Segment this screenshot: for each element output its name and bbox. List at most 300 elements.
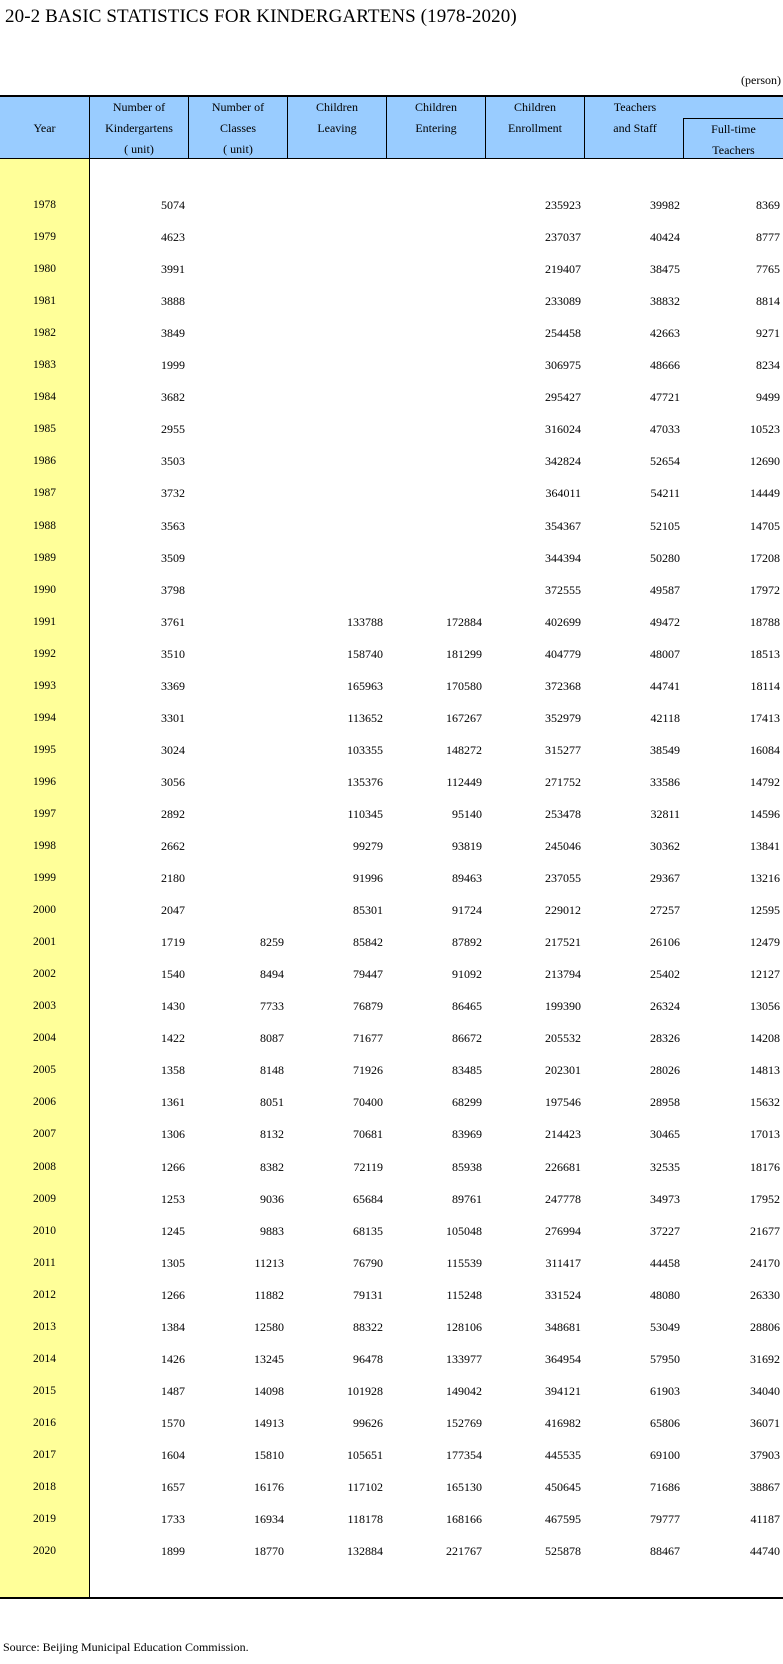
cell-leaving: 76790 bbox=[353, 1255, 383, 1270]
cell-fulltime: 8777 bbox=[756, 230, 780, 245]
header-leaving-line1: Children bbox=[316, 100, 358, 114]
cell-classes bbox=[188, 221, 287, 253]
cell-entering: 91724 bbox=[452, 903, 482, 918]
header-fulltime-line2: Teachers bbox=[712, 143, 755, 157]
header-classes-line1: Number of bbox=[211, 100, 265, 114]
cell-leaving: 79131 bbox=[353, 1287, 383, 1302]
cell-staff: 61903 bbox=[650, 1383, 680, 1398]
cell-year: 1996 bbox=[33, 775, 56, 788]
cell-fulltime: 14596 bbox=[750, 806, 780, 821]
cell-classes: 16176 bbox=[254, 1480, 284, 1494]
cell-fulltime: 9499 bbox=[756, 390, 780, 405]
table-title: 20-2 BASIC STATISTICS FOR KINDERGARTENS (1978-2020) bbox=[5, 6, 517, 27]
cell-entering: 83485 bbox=[452, 1063, 482, 1078]
cell-classes bbox=[188, 510, 287, 542]
header-entering bbox=[386, 97, 485, 159]
cell-classes bbox=[188, 798, 287, 830]
cell-classes bbox=[188, 670, 287, 702]
table-row bbox=[0, 990, 783, 1022]
cell-staff: 40424 bbox=[650, 230, 680, 245]
cell-staff: 53049 bbox=[650, 1319, 680, 1334]
table-row bbox=[0, 1375, 783, 1407]
cell-fulltime: 17013 bbox=[750, 1127, 780, 1142]
cell-enrollment: 205532 bbox=[545, 1031, 581, 1046]
cell-kindergartens: 3888 bbox=[161, 294, 185, 309]
cell-enrollment: 372555 bbox=[545, 582, 581, 597]
cell-fulltime: 7765 bbox=[756, 262, 780, 277]
cell-staff: 32811 bbox=[650, 806, 680, 821]
cell-leaving: 132884 bbox=[347, 1544, 383, 1559]
cell-entering: 148272 bbox=[446, 742, 482, 757]
cell-enrollment: 214423 bbox=[545, 1127, 581, 1142]
cell-kindergartens: 3732 bbox=[161, 486, 185, 501]
cell-enrollment: 364954 bbox=[545, 1351, 581, 1366]
cell-enrollment: 450645 bbox=[545, 1480, 581, 1494]
cell-staff: 26106 bbox=[650, 935, 680, 950]
cell-leaving bbox=[287, 349, 386, 381]
cell-kindergartens: 1422 bbox=[161, 1031, 185, 1046]
cell-kindergartens: 1245 bbox=[161, 1223, 185, 1238]
cell-enrollment: 354367 bbox=[545, 518, 581, 533]
cell-fulltime: 18513 bbox=[750, 646, 780, 661]
cell-leaving: 70400 bbox=[353, 1095, 383, 1110]
cell-year: 2020 bbox=[33, 1545, 56, 1558]
table-row bbox=[0, 413, 783, 445]
cell-entering bbox=[386, 221, 485, 253]
header-leaving-line2: Leaving bbox=[317, 121, 357, 135]
cell-classes bbox=[188, 702, 287, 734]
cell-kindergartens: 2047 bbox=[161, 903, 185, 918]
cell-year: 2014 bbox=[33, 1352, 56, 1365]
cell-fulltime: 15632 bbox=[750, 1095, 780, 1110]
cell-kindergartens: 4623 bbox=[161, 230, 185, 245]
cell-year: 1995 bbox=[33, 743, 56, 756]
cell-leaving: 165963 bbox=[347, 678, 383, 693]
cell-fulltime: 44740 bbox=[750, 1544, 780, 1559]
cell-staff: 71686 bbox=[650, 1480, 680, 1494]
cell-enrollment: 311417 bbox=[545, 1255, 581, 1270]
cell-staff: 29367 bbox=[650, 871, 680, 886]
cell-staff: 57950 bbox=[650, 1351, 680, 1366]
cell-classes bbox=[188, 413, 287, 445]
cell-classes: 9883 bbox=[260, 1223, 284, 1238]
header-entering-line2: Entering bbox=[415, 121, 457, 135]
cell-staff: 28958 bbox=[650, 1095, 680, 1110]
cell-enrollment: 394121 bbox=[545, 1383, 581, 1398]
cell-fulltime: 24170 bbox=[750, 1255, 780, 1270]
cell-enrollment: 217521 bbox=[545, 935, 581, 950]
header-kindergartens-line2: Kindergartens bbox=[105, 121, 173, 135]
cell-enrollment: 237037 bbox=[545, 230, 581, 245]
cell-staff: 30362 bbox=[650, 839, 680, 853]
cell-kindergartens: 3563 bbox=[161, 518, 185, 533]
cell-leaving: 103355 bbox=[347, 742, 383, 757]
cell-kindergartens: 3509 bbox=[161, 550, 185, 565]
table-row bbox=[0, 1471, 783, 1503]
header-enrollment bbox=[485, 97, 584, 159]
cell-staff: 48666 bbox=[650, 358, 680, 373]
cell-year: 1983 bbox=[33, 359, 56, 372]
header-entering-line1: Children bbox=[415, 100, 457, 114]
cell-entering bbox=[386, 477, 485, 509]
cell-staff: 52105 bbox=[650, 518, 680, 533]
cell-fulltime: 17208 bbox=[750, 550, 780, 565]
cell-enrollment: 245046 bbox=[545, 839, 581, 853]
cell-staff: 26324 bbox=[650, 999, 680, 1014]
cell-classes: 15810 bbox=[254, 1447, 284, 1462]
cell-year: 1984 bbox=[33, 391, 56, 404]
cell-entering: 91092 bbox=[452, 967, 482, 982]
cell-classes bbox=[188, 253, 287, 285]
cell-fulltime: 13056 bbox=[750, 999, 780, 1014]
header-staff-line2: and Staff bbox=[613, 121, 657, 135]
cell-entering: 87892 bbox=[452, 935, 482, 950]
cell-leaving: 118178 bbox=[347, 1512, 383, 1527]
cell-classes bbox=[188, 734, 287, 766]
cell-entering: 89463 bbox=[452, 871, 482, 886]
cell-year: 2012 bbox=[33, 1288, 56, 1301]
header-year: Year bbox=[33, 121, 56, 135]
cell-year: 2004 bbox=[33, 1032, 56, 1045]
table-row bbox=[0, 381, 783, 413]
cell-year: 1989 bbox=[33, 551, 56, 564]
cell-fulltime: 31692 bbox=[750, 1351, 780, 1366]
cell-fulltime: 9271 bbox=[756, 326, 780, 341]
table-row bbox=[0, 1151, 783, 1183]
cell-fulltime: 17972 bbox=[750, 582, 780, 597]
cell-staff: 34973 bbox=[650, 1191, 680, 1206]
cell-fulltime: 38867 bbox=[750, 1480, 780, 1494]
cell-enrollment: 402699 bbox=[545, 614, 581, 629]
cell-kindergartens: 3301 bbox=[161, 710, 185, 725]
cell-entering: 115248 bbox=[446, 1287, 482, 1302]
cell-year: 2013 bbox=[33, 1320, 56, 1333]
cell-year: 1998 bbox=[33, 840, 56, 852]
cell-kindergartens: 3849 bbox=[161, 326, 185, 341]
cell-enrollment: 404779 bbox=[545, 646, 581, 661]
cell-kindergartens: 3056 bbox=[161, 774, 185, 789]
cell-leaving bbox=[287, 542, 386, 574]
cell-leaving: 85301 bbox=[353, 903, 383, 918]
cell-leaving bbox=[287, 317, 386, 349]
cell-entering: 152769 bbox=[446, 1415, 482, 1430]
cell-enrollment: 316024 bbox=[545, 422, 581, 437]
table-row bbox=[0, 670, 783, 702]
cell-staff: 48007 bbox=[650, 646, 680, 661]
cell-fulltime: 14208 bbox=[750, 1031, 780, 1046]
cell-year: 2001 bbox=[33, 936, 56, 949]
table-row bbox=[0, 1407, 783, 1439]
table-row bbox=[0, 189, 783, 221]
cell-year: 1999 bbox=[33, 872, 56, 885]
cell-classes bbox=[188, 894, 287, 926]
cell-classes: 8494 bbox=[260, 967, 284, 982]
table-row bbox=[0, 798, 783, 830]
cell-leaving: 99279 bbox=[353, 839, 383, 853]
cell-staff: 38475 bbox=[650, 262, 680, 277]
cell-fulltime: 8369 bbox=[756, 198, 780, 212]
cell-entering: 128106 bbox=[446, 1319, 482, 1334]
table-row bbox=[0, 1247, 783, 1279]
cell-staff: 39982 bbox=[650, 198, 680, 212]
cell-year: 1980 bbox=[33, 263, 56, 276]
cell-staff: 50280 bbox=[650, 550, 680, 565]
cell-fulltime: 13841 bbox=[750, 839, 780, 853]
table-row bbox=[0, 1086, 783, 1118]
cell-classes: 12580 bbox=[254, 1319, 284, 1334]
cell-enrollment: 331524 bbox=[545, 1287, 581, 1302]
cell-staff: 42118 bbox=[650, 710, 680, 725]
cell-kindergartens: 1305 bbox=[161, 1255, 185, 1270]
cell-enrollment: 247778 bbox=[545, 1191, 581, 1206]
cell-staff: 54211 bbox=[650, 486, 680, 501]
header-classes-line2: Classes bbox=[220, 121, 256, 135]
cell-staff: 37227 bbox=[650, 1223, 680, 1238]
cell-staff: 27257 bbox=[650, 903, 680, 918]
cell-kindergartens: 2955 bbox=[161, 422, 185, 437]
header-classes-line3: ( unit) bbox=[223, 142, 253, 156]
cell-classes bbox=[188, 606, 287, 638]
cell-kindergartens: 3798 bbox=[161, 582, 185, 597]
cell-kindergartens: 5074 bbox=[161, 198, 185, 212]
cell-classes bbox=[188, 766, 287, 798]
cell-enrollment: 202301 bbox=[545, 1063, 581, 1078]
cell-kindergartens: 3369 bbox=[161, 678, 185, 693]
cell-year: 1988 bbox=[33, 519, 56, 532]
table-row bbox=[0, 734, 783, 766]
table-row bbox=[0, 574, 783, 606]
cell-kindergartens: 3024 bbox=[161, 742, 185, 757]
table-row bbox=[0, 477, 783, 509]
table-row bbox=[0, 1535, 783, 1567]
cell-fulltime: 17413 bbox=[750, 710, 780, 725]
cell-enrollment: 213794 bbox=[545, 967, 581, 982]
table-row bbox=[0, 542, 783, 574]
cell-entering: 165130 bbox=[446, 1480, 482, 1494]
cell-staff: 38832 bbox=[650, 294, 680, 309]
cell-leaving bbox=[287, 221, 386, 253]
table-row bbox=[0, 702, 783, 734]
cell-classes bbox=[188, 445, 287, 477]
cell-enrollment: 348681 bbox=[545, 1319, 581, 1334]
table-row bbox=[0, 1215, 783, 1247]
cell-kindergartens: 1604 bbox=[161, 1447, 185, 1462]
cell-kindergartens: 3510 bbox=[161, 646, 185, 661]
cell-entering: 167267 bbox=[446, 710, 482, 725]
cell-year: 2003 bbox=[33, 1000, 56, 1013]
cell-staff: 88467 bbox=[650, 1544, 680, 1559]
cell-entering bbox=[386, 574, 485, 606]
cell-enrollment: 445535 bbox=[545, 1447, 581, 1462]
cell-fulltime: 14449 bbox=[750, 486, 780, 501]
header-kindergartens-line3: ( unit) bbox=[124, 142, 154, 156]
table-row bbox=[0, 285, 783, 317]
cell-leaving: 91996 bbox=[353, 871, 383, 886]
cell-entering: 86672 bbox=[452, 1031, 482, 1046]
cell-staff: 49472 bbox=[650, 614, 680, 629]
cell-enrollment: 219407 bbox=[545, 262, 581, 277]
cell-kindergartens: 1266 bbox=[161, 1159, 185, 1174]
cell-staff: 28326 bbox=[650, 1031, 680, 1046]
table-row bbox=[0, 1054, 783, 1086]
cell-year: 2018 bbox=[33, 1481, 56, 1493]
cell-enrollment: 467595 bbox=[545, 1512, 581, 1527]
cell-staff: 52654 bbox=[650, 454, 680, 469]
cell-fulltime: 18788 bbox=[750, 614, 780, 629]
cell-staff: 30465 bbox=[650, 1127, 680, 1142]
cell-entering: 68299 bbox=[452, 1095, 482, 1110]
cell-enrollment: 364011 bbox=[545, 486, 581, 501]
cell-kindergartens: 1657 bbox=[161, 1480, 185, 1494]
cell-kindergartens: 1266 bbox=[161, 1287, 185, 1302]
cell-kindergartens: 1899 bbox=[161, 1544, 185, 1559]
cell-enrollment: 372368 bbox=[545, 678, 581, 693]
cell-enrollment: 352979 bbox=[545, 710, 581, 725]
cell-classes: 7733 bbox=[260, 999, 284, 1014]
cell-leaving bbox=[287, 253, 386, 285]
cell-fulltime: 21677 bbox=[750, 1223, 780, 1238]
cell-entering: 221767 bbox=[446, 1544, 482, 1559]
cell-leaving: 110345 bbox=[347, 806, 383, 821]
cell-staff: 25402 bbox=[650, 967, 680, 982]
cell-leaving: 158740 bbox=[347, 646, 383, 661]
source-note: Source: Beijing Municipal Education Commission. bbox=[3, 1640, 249, 1654]
cell-classes: 14913 bbox=[254, 1415, 284, 1430]
header-classes bbox=[188, 97, 287, 159]
cell-entering: 181299 bbox=[446, 646, 482, 661]
cell-year: 1990 bbox=[33, 583, 56, 596]
cell-enrollment: 295427 bbox=[545, 390, 581, 405]
cell-kindergartens: 3761 bbox=[161, 614, 185, 629]
cell-leaving: 72119 bbox=[353, 1159, 383, 1174]
cell-classes bbox=[188, 477, 287, 509]
table-row bbox=[0, 1343, 783, 1375]
cell-kindergartens: 3991 bbox=[161, 262, 185, 277]
cell-staff: 28026 bbox=[650, 1063, 680, 1078]
cell-year: 1978 bbox=[33, 199, 56, 211]
cell-classes: 8259 bbox=[260, 935, 284, 950]
cell-kindergartens: 2662 bbox=[161, 839, 185, 853]
cell-entering: 170580 bbox=[446, 678, 482, 693]
cell-entering: 105048 bbox=[446, 1223, 482, 1238]
cell-entering: 86465 bbox=[452, 999, 482, 1014]
cell-entering: 83969 bbox=[452, 1127, 482, 1142]
cell-kindergartens: 1540 bbox=[161, 967, 185, 982]
cell-year: 1982 bbox=[33, 327, 56, 340]
header-enrollment-line1: Children bbox=[514, 100, 556, 114]
header-kindergartens-line1: Number of bbox=[112, 100, 166, 114]
cell-staff: 44741 bbox=[650, 678, 680, 693]
cell-fulltime: 34040 bbox=[750, 1383, 780, 1398]
cell-leaving bbox=[287, 574, 386, 606]
cell-kindergartens: 1570 bbox=[161, 1415, 185, 1430]
cell-leaving bbox=[287, 381, 386, 413]
table-row bbox=[0, 253, 783, 285]
cell-year: 2015 bbox=[33, 1384, 56, 1397]
cell-enrollment: 233089 bbox=[545, 294, 581, 309]
cell-fulltime: 17952 bbox=[750, 1191, 780, 1206]
cell-entering bbox=[386, 253, 485, 285]
cell-kindergartens: 1358 bbox=[161, 1063, 185, 1078]
cell-fulltime: 14705 bbox=[750, 518, 780, 533]
cell-entering: 95140 bbox=[452, 806, 482, 821]
cell-staff: 48080 bbox=[650, 1287, 680, 1302]
cell-leaving: 135376 bbox=[347, 774, 383, 789]
cell-enrollment: 344394 bbox=[545, 550, 581, 565]
cell-enrollment: 253478 bbox=[545, 806, 581, 821]
cell-year: 1981 bbox=[33, 295, 56, 308]
cell-leaving: 117102 bbox=[347, 1480, 383, 1494]
cell-kindergartens: 3503 bbox=[161, 454, 185, 469]
cell-fulltime: 18114 bbox=[750, 678, 780, 693]
cell-enrollment: 197546 bbox=[545, 1095, 581, 1110]
cell-fulltime: 28806 bbox=[750, 1319, 780, 1334]
cell-year: 1979 bbox=[33, 231, 56, 244]
table-row bbox=[0, 1311, 783, 1343]
cell-entering: 177354 bbox=[446, 1447, 482, 1462]
cell-classes: 18770 bbox=[254, 1544, 284, 1559]
table-row bbox=[0, 445, 783, 477]
cell-year: 1994 bbox=[33, 711, 56, 724]
cell-classes: 8051 bbox=[260, 1095, 284, 1110]
cell-classes: 8087 bbox=[260, 1031, 284, 1046]
table-row bbox=[0, 1279, 783, 1311]
cell-entering: 93819 bbox=[452, 839, 482, 853]
cell-classes bbox=[188, 862, 287, 894]
cell-year: 2009 bbox=[33, 1192, 56, 1205]
cell-fulltime: 41187 bbox=[750, 1512, 780, 1527]
table-bottom-rule bbox=[0, 1597, 783, 1599]
cell-year: 2011 bbox=[33, 1256, 56, 1269]
cell-entering bbox=[386, 349, 485, 381]
cell-kindergartens: 1306 bbox=[161, 1127, 185, 1142]
cell-entering bbox=[386, 542, 485, 574]
table-row bbox=[0, 221, 783, 253]
cell-leaving: 105651 bbox=[347, 1447, 383, 1462]
cell-leaving: 70681 bbox=[353, 1127, 383, 1142]
cell-classes: 8382 bbox=[260, 1159, 284, 1174]
cell-staff: 79777 bbox=[650, 1512, 680, 1527]
cell-kindergartens: 1426 bbox=[161, 1351, 185, 1366]
cell-year: 1985 bbox=[33, 423, 56, 436]
cell-enrollment: 306975 bbox=[545, 358, 581, 373]
cell-year: 1991 bbox=[33, 615, 56, 628]
cell-classes bbox=[188, 349, 287, 381]
cell-leaving: 71926 bbox=[353, 1063, 383, 1078]
cell-leaving: 99626 bbox=[353, 1415, 383, 1430]
cell-staff: 38549 bbox=[650, 742, 680, 757]
cell-fulltime: 37903 bbox=[750, 1447, 780, 1462]
cell-classes: 16934 bbox=[254, 1512, 284, 1527]
cell-enrollment: 254458 bbox=[545, 326, 581, 341]
cell-entering bbox=[386, 413, 485, 445]
table-row bbox=[0, 1183, 783, 1215]
cell-classes bbox=[188, 317, 287, 349]
table-row bbox=[0, 606, 783, 638]
cell-staff: 65806 bbox=[650, 1415, 680, 1430]
cell-kindergartens: 1733 bbox=[161, 1512, 185, 1527]
cell-entering: 112449 bbox=[446, 774, 482, 789]
cell-classes: 8132 bbox=[260, 1127, 284, 1142]
cell-year: 2002 bbox=[33, 968, 56, 981]
cell-leaving: 113652 bbox=[347, 710, 383, 725]
cell-staff: 47721 bbox=[650, 390, 680, 405]
cell-leaving: 101928 bbox=[347, 1383, 383, 1398]
table-header bbox=[0, 95, 783, 159]
cell-leaving: 68135 bbox=[353, 1223, 383, 1238]
cell-staff: 49587 bbox=[650, 582, 680, 597]
cell-fulltime: 12690 bbox=[750, 454, 780, 469]
